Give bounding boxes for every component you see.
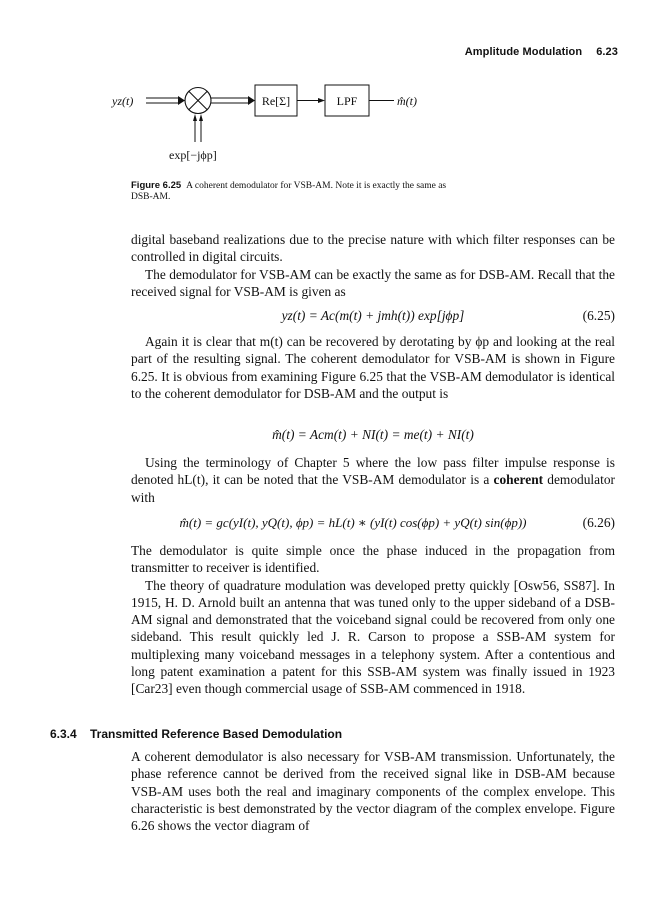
- figure-caption: [131, 180, 451, 203]
- paragraph-terminology-tail: demodulator with: [131, 472, 615, 505]
- mixer-multiplier: [185, 88, 211, 114]
- input-arrow: [146, 98, 178, 103]
- paragraph-simple-demod: The demodulator is quite simple once the phase induced in the propagation from transmitter to receiver is identified.: [131, 543, 615, 576]
- equation-6-26: [131, 514, 615, 532]
- input-arrowhead: [178, 96, 185, 105]
- equation-6-26-expression: m̂(t) = gc(yI(t), yQ(t), ϕp) = hL(t) ∗ (yI(t) cos(ϕp) + yQ(t) sin(ϕp)): [179, 515, 527, 530]
- running-head: [465, 46, 618, 58]
- body-text-block-1: [131, 231, 615, 300]
- real-part-block-label: Re[Σ]: [261, 94, 291, 108]
- section-number: 6.3.4: [50, 727, 77, 741]
- paragraph-derotation: Again it is clear that m(t) can be recovered by derotating by ϕp and looking at the real part of the resulting signal. The coherent demodulator for VSB-AM is shown in Figure 6.25. It is obvious from examining Figure 6.25 that the VSB-AM demodulator is identical to the coherent demodulator for DSB-AM and the output is: [131, 334, 615, 401]
- page-number: 6.23: [596, 46, 618, 58]
- phase-reference-arrow: [195, 121, 201, 142]
- paragraph-terminology-text: Using the terminology of Chapter 5 where the low pass filter impulse response is denoted hL(t), it can be noted that the VSB-AM demodulator is a: [131, 455, 615, 488]
- equation-6-26-number: (6.26): [582, 515, 615, 530]
- phase-reference-label: exp[−jϕp]: [169, 148, 217, 162]
- mixer-to-real-arrow: [211, 98, 248, 103]
- body-text-block-2: [131, 333, 615, 402]
- equation-6-25-number: (6.25): [582, 308, 615, 323]
- running-head-title: Amplitude Modulation: [464, 46, 583, 58]
- paragraph-terminology: [131, 454, 615, 506]
- input-signal-label: yz(t): [112, 94, 134, 108]
- body-text-block-4: [131, 542, 615, 698]
- section-title: Transmitted Reference Based Demodulation: [90, 727, 343, 741]
- paragraph-continuation: digital baseband realizations due to the precise nature with which filter responses can be controlled in digital circuits.: [131, 232, 615, 265]
- paragraph-transmitted-reference: A coherent demodulator is also necessary for VSB-AM transmission. Unfortunately, the phase reference cannot be derived from the received signal like in DSB-AM because VSB-AM uses both the real and imaginary components of the complex envelope. This characteristic is best demonstrated by the vector diagram of the complex envelope. Figure 6.26 shows the vector diagram of: [131, 749, 615, 834]
- figure-caption-label: Figure 6.25: [131, 180, 182, 191]
- equation-demod-output-expression: m̂(t) = Acm(t) + NI(t) = me(t) + NI(t): [272, 427, 474, 442]
- lpf-block-label: LPF: [336, 94, 358, 108]
- body-text-block-3: [131, 454, 615, 506]
- equation-6-25-expression: yz(t) = Ac(m(t) + jmh(t)) exp[jϕp]: [281, 308, 465, 323]
- figure-caption-text: A coherent demodulator for VSB-AM. Note it is exactly the same as DSB-AM.: [131, 181, 447, 202]
- real-to-lpf-arrowhead: [318, 98, 325, 103]
- phase-arrowhead-right: [199, 114, 203, 121]
- paragraph-history: The theory of quadrature modulation was developed pretty quickly [Osw56, SS87]. In 1915, H. D. Arnold built an antenna that was tuned only to the upper sideband of a DSB-AM signal and demonstrated that the voiceband signal could be recovered from only one sideband. This result quickly led J. R. Carson to propose a SSB-AM system for multiplexing many voiceband messages in a telephony system. After a contentious and long patent examination a patent for this SSB-AM system was finally issued in 1923 [Car23] even though commercial usage of SSB-AM commenced in 1918.: [131, 577, 615, 697]
- body-text-block-5: [131, 748, 615, 834]
- demodulator-block-diagram: [110, 76, 440, 168]
- section-heading: [50, 727, 342, 741]
- equation-6-25: [131, 307, 615, 325]
- paragraph-vsb-demodulator: The demodulator for VSB-AM can be exactly the same as for DSB-AM. Recall that the received signal for VSB-AM is given as: [131, 266, 615, 299]
- mixer-to-real-arrowhead: [248, 96, 255, 105]
- output-signal-label: m̂(t): [397, 94, 417, 108]
- keyword-coherent: coherent: [493, 472, 544, 488]
- phase-arrowhead-left: [193, 114, 197, 121]
- equation-demod-output: [131, 426, 615, 444]
